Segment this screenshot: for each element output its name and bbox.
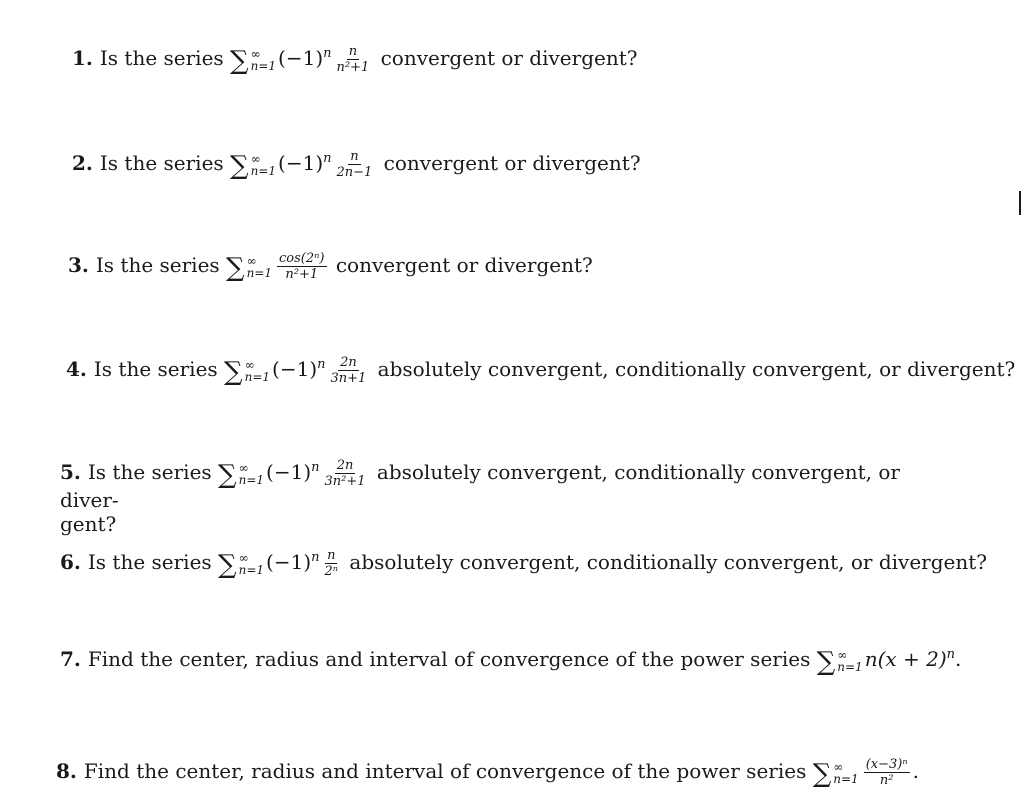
sum-upper: ∞ <box>837 647 848 662</box>
fraction <box>329 356 369 385</box>
question-4 <box>66 353 1015 385</box>
sign-exponent: n <box>317 357 326 372</box>
question-2 <box>72 147 641 179</box>
fraction-numerator: n <box>348 44 358 59</box>
question-number: 7. <box>60 647 81 671</box>
question-tail: . <box>955 647 962 671</box>
fraction-numerator: n <box>350 149 359 164</box>
sign-exponent: n <box>323 151 332 166</box>
fraction-denominator: 2n−1 <box>336 165 373 180</box>
sum-upper: ∞ <box>244 357 255 372</box>
sum-lower: n=1 <box>238 562 265 577</box>
sum-upper: ∞ <box>238 550 249 565</box>
question-tail: absolutely convergent, conditionally convergent, or divergent? <box>349 550 988 574</box>
summation-limits <box>251 48 276 72</box>
sign-factor: (−1) <box>266 460 312 484</box>
fraction <box>335 45 372 74</box>
question-lead: Is the series <box>93 357 218 381</box>
question-tail: convergent or divergent? <box>383 151 641 175</box>
text-cursor <box>1019 191 1021 215</box>
fraction-numerator: (x−3)ⁿ <box>865 757 908 772</box>
question-lead: Is the series <box>95 253 220 277</box>
question-5 <box>60 456 950 536</box>
fraction-denominator: n² <box>879 773 894 788</box>
fraction-numerator: 2n <box>336 458 354 473</box>
question-number: 3. <box>68 253 89 277</box>
question-7 <box>60 643 962 677</box>
sum-upper: ∞ <box>238 460 249 475</box>
fraction-denominator: n²+1 <box>336 60 370 75</box>
question-number: 8. <box>56 759 77 783</box>
fraction-numerator: n <box>327 548 336 563</box>
fraction <box>323 549 341 578</box>
fraction-denominator: 2ⁿ <box>324 564 339 579</box>
summation-symbol: ∑ <box>816 647 836 677</box>
question-1 <box>72 42 637 74</box>
sum-upper: ∞ <box>250 46 261 61</box>
fraction-numerator: cos(2ⁿ) <box>279 251 325 266</box>
sum-lower: n=1 <box>837 659 863 674</box>
sign-exponent: n <box>311 460 320 475</box>
summation-limits <box>251 153 276 177</box>
summation-limits <box>833 761 858 785</box>
question-tail: . <box>912 759 919 783</box>
question-tail-continued: gent? <box>60 512 117 536</box>
summation-limits <box>245 359 270 383</box>
fraction-denominator: 3n+1 <box>330 371 367 386</box>
sum-upper: ∞ <box>250 151 261 166</box>
question-number: 5. <box>60 460 81 484</box>
question-lead: Is the series <box>87 460 212 484</box>
summation-symbol: ∑ <box>224 357 243 387</box>
sign-factor: (−1) <box>278 46 324 70</box>
fraction <box>323 459 368 488</box>
summation-symbol: ∑ <box>218 550 237 580</box>
sum-upper: ∞ <box>833 759 844 774</box>
question-8 <box>56 758 919 787</box>
question-lead: Is the series <box>99 46 224 70</box>
sum-lower: n=1 <box>833 771 859 786</box>
sign-factor: (−1) <box>272 357 318 381</box>
question-tail: absolutely convergent, conditionally convergent, or divergent? <box>377 357 1016 381</box>
question-lead: Is the series <box>99 151 224 175</box>
summation-symbol: ∑ <box>230 46 249 76</box>
question-tail: convergent or divergent? <box>335 253 593 277</box>
fraction <box>864 758 910 787</box>
sum-lower: n=1 <box>250 163 277 178</box>
fraction-denominator: 3n²+1 <box>324 474 366 489</box>
term-exponent: n <box>946 647 956 662</box>
question-6 <box>60 546 987 578</box>
sum-lower: n=1 <box>246 265 273 280</box>
sign-factor: (−1) <box>278 151 324 175</box>
question-lead: Find the center, radius and interval of convergence of the power series <box>83 759 807 783</box>
sum-lower: n=1 <box>250 58 277 73</box>
summation-limits <box>239 552 264 576</box>
summation-limits <box>239 462 264 486</box>
summation-symbol: ∑ <box>226 253 245 283</box>
summation-limits <box>247 255 272 279</box>
sum-lower: n=1 <box>244 369 271 384</box>
sign-exponent: n <box>311 550 320 565</box>
sign-factor: (−1) <box>266 550 312 574</box>
fraction <box>335 150 375 179</box>
question-3 <box>68 252 593 281</box>
summation-symbol: ∑ <box>812 759 832 789</box>
sum-lower: n=1 <box>238 472 265 487</box>
sign-exponent: n <box>323 46 332 61</box>
question-tail: convergent or divergent? <box>380 46 638 70</box>
question-number: 2. <box>72 151 93 175</box>
question-number: 6. <box>60 550 81 574</box>
summation-symbol: ∑ <box>218 460 237 490</box>
question-lead: Find the center, radius and interval of convergence of the power series <box>87 647 811 671</box>
question-number: 1. <box>72 46 93 70</box>
question-lead: Is the series <box>87 550 212 574</box>
question-tail: absolutely convergent, conditionally convergent, or diver- <box>60 460 900 512</box>
summation-limits <box>837 649 862 673</box>
series-term: n(x + 2) <box>864 647 947 671</box>
question-number: 4. <box>66 357 87 381</box>
summation-symbol: ∑ <box>230 151 249 181</box>
sum-upper: ∞ <box>246 253 257 268</box>
fraction-denominator: n²+1 <box>285 267 319 282</box>
fraction-numerator: 2n <box>340 355 357 370</box>
fraction <box>277 252 326 281</box>
